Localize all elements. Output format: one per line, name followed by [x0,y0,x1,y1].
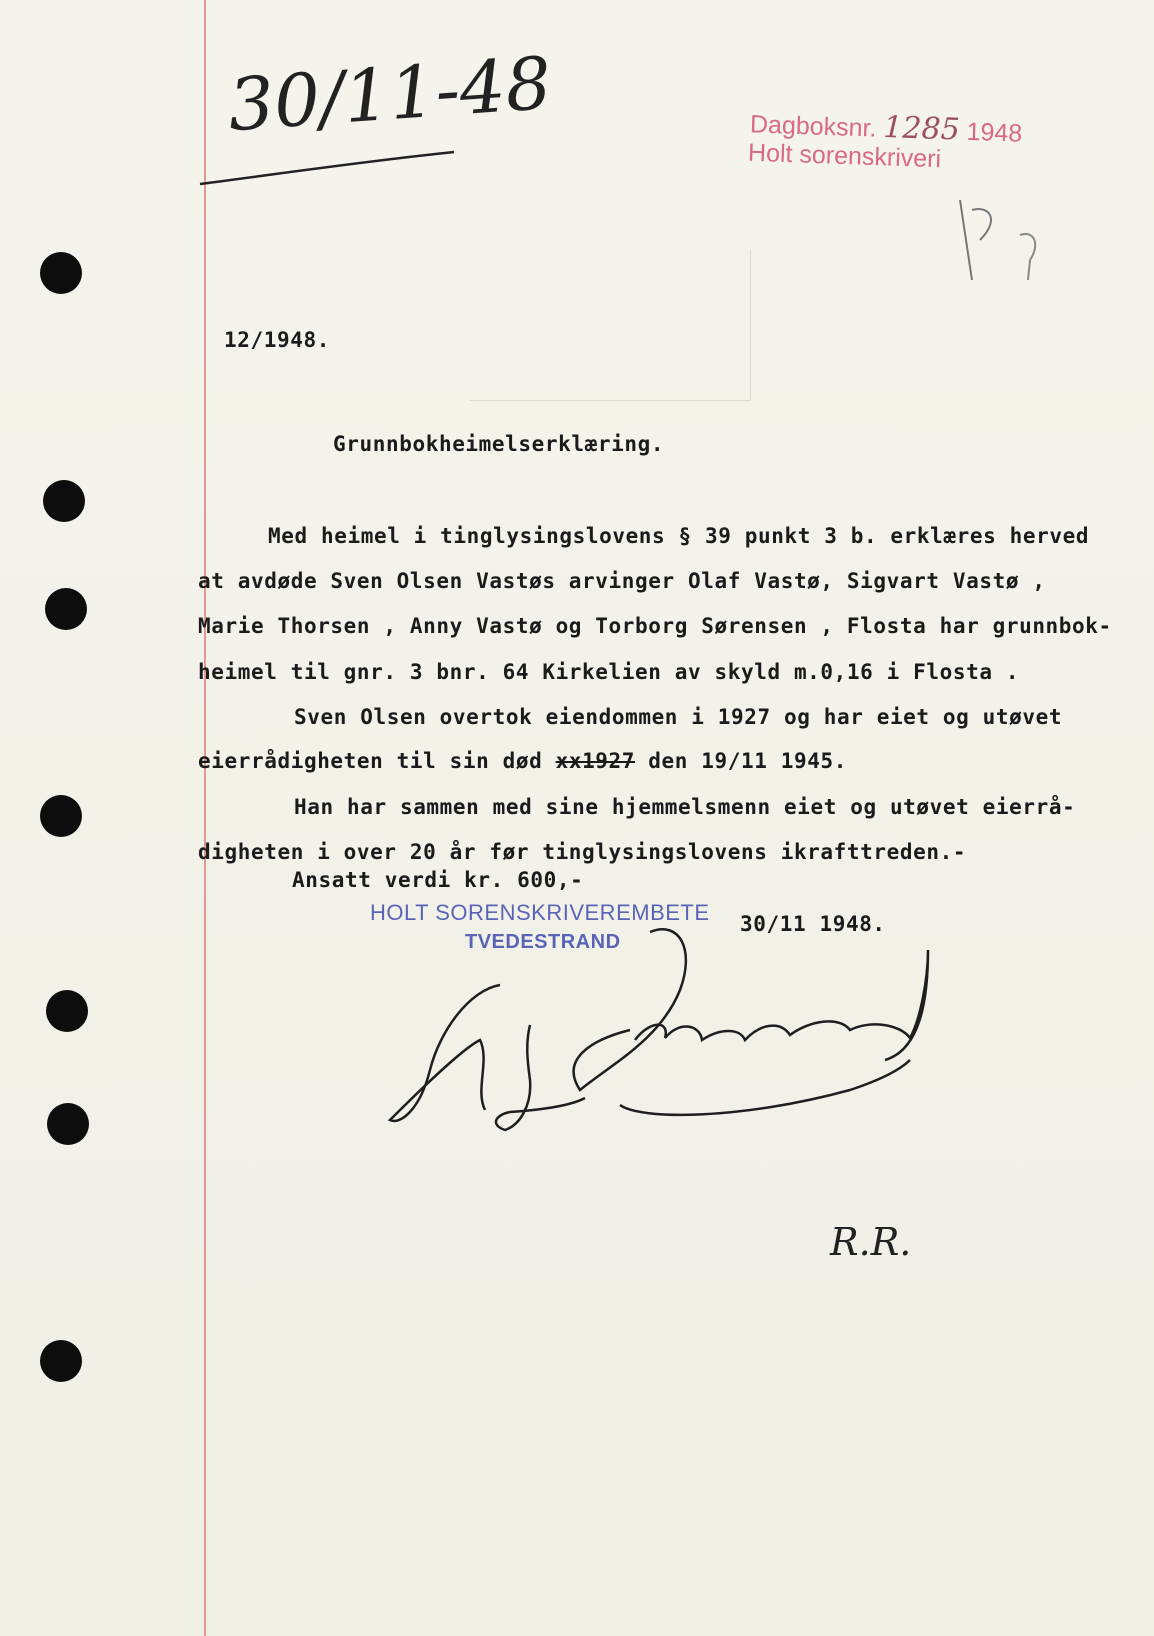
registry-stamp-number: 1285 [882,109,961,148]
body-line-death [198,749,847,773]
death-line-before: eierrådigheten til sin død [198,749,556,773]
handwritten-initials: R.R. [830,1220,912,1264]
case-number: 12/1948. [224,328,330,352]
body-line: Han har sammen med sine hjemmelsmenn eiet og utøvet eierrå- [294,795,1076,819]
body-line: heimel til gnr. 3 bnr. 64 Kirkelien av skyld m.0,16 i Flosta . [198,660,1020,684]
body-line: Med heimel i tinglysingslovens § 39 punkt 3 b. erklæres herved [268,524,1090,548]
punch-hole [40,252,82,294]
handwritten-underline [198,148,458,188]
signature [380,920,980,1180]
punch-hole [47,1103,89,1145]
registry-stamp-prefix: Dagboksnr. [749,110,877,143]
sign-date: 30/11 1948. [740,912,886,936]
document-title: Grunnbokheimelserklæring. [333,432,665,456]
punch-hole [40,795,82,837]
body-line: Marie Thorsen , Anny Vastø og Torborg Sørensen , Flosta har grunnbok- [198,614,1112,638]
registry-stamp-year: 1948 [966,117,1023,148]
struck-text: xx1927 [555,749,636,773]
punch-hole [43,480,85,522]
punch-hole [45,588,87,630]
handwritten-mark [950,190,1050,300]
body-line: Sven Olsen overtok eiendommen i 1927 og har eiet og utøvet [294,705,1063,729]
handwritten-date: 30/11-48 [225,40,554,148]
office-stamp-place: TVEDESTRAND [465,931,621,953]
death-line-after: den 19/11 1945. [635,749,847,773]
value-line: Ansatt verdi kr. 600,- [292,868,584,892]
punch-hole [46,990,88,1032]
faint-rule-box [470,250,751,401]
registry-stamp-office: Holt sorenskriveri [747,138,942,174]
margin-line [204,0,206,1636]
body-line: at avdøde Sven Olsen Vastøs arvinger Olaf Vastø, Sigvart Vastø , [198,569,1046,593]
office-stamp: HOLT SORENSKRIVEREMBETE [370,900,710,925]
punch-hole [40,1340,82,1382]
body-line: digheten i over 20 år før tinglysingslovens ikrafttreden.- [198,840,967,864]
